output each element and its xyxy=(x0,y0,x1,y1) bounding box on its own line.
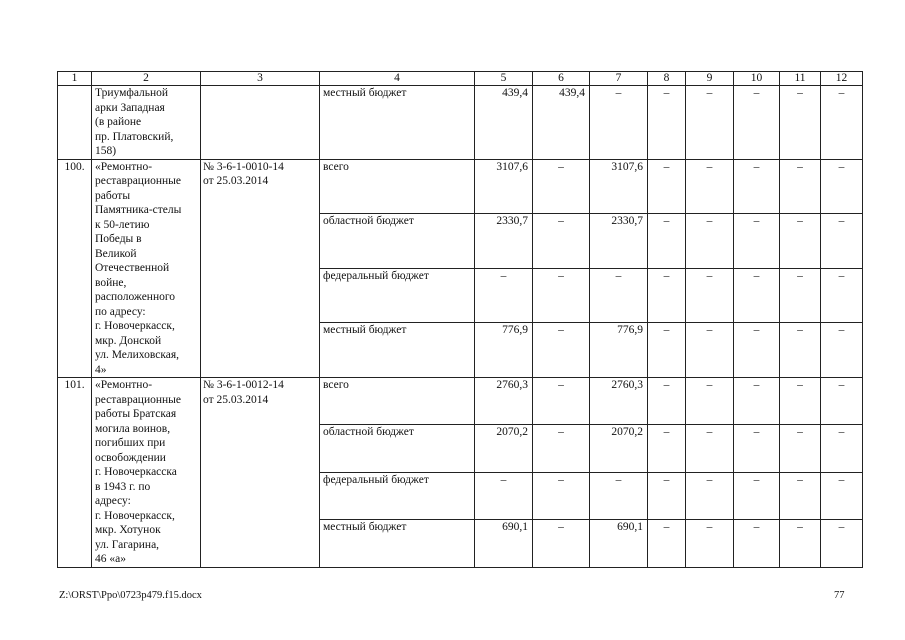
amount-cell: – xyxy=(533,268,590,323)
amount-cell: – xyxy=(686,214,734,269)
amount-cell: – xyxy=(686,520,734,567)
row-number: 101. xyxy=(58,378,92,568)
amount-cell: – xyxy=(533,323,590,378)
header-cell: 9 xyxy=(686,72,734,86)
amount-cell: – xyxy=(780,472,821,519)
header-cell: 1 xyxy=(58,72,92,86)
header-cell: 12 xyxy=(821,72,863,86)
object-name-line: Триумфальной xyxy=(95,87,169,99)
object-name-line: реставрационные xyxy=(95,175,181,187)
amount-cell: – xyxy=(648,214,686,269)
budget-source: всего xyxy=(320,378,475,425)
header-cell: 3 xyxy=(201,72,320,86)
amount-cell: 439,4 xyxy=(533,86,590,160)
amount-cell: – xyxy=(734,159,780,214)
amount-cell: – xyxy=(821,323,863,378)
object-name-line: к 50-летию xyxy=(95,218,150,231)
amount-cell: – xyxy=(648,323,686,378)
object-name-line: реставрационные xyxy=(95,393,181,406)
amount-cell: – xyxy=(821,425,863,472)
amount-cell: – xyxy=(734,425,780,472)
object-name-line: работы xyxy=(95,189,131,202)
object-name-line: г. Новочеркасск, xyxy=(95,320,175,332)
amount-cell: – xyxy=(780,378,821,425)
object-name-line: мкр. Хотунок xyxy=(95,524,161,536)
document-reference-line: № 3-6-1-0010-14 xyxy=(203,160,284,173)
table-row xyxy=(58,159,863,214)
object-name-line: по адресу: xyxy=(95,305,146,318)
amount-cell: – xyxy=(648,268,686,323)
amount-cell: – xyxy=(780,425,821,472)
budget-source: местный бюджет xyxy=(320,520,475,567)
amount-cell: – xyxy=(821,472,863,519)
amount-cell: 690,1 xyxy=(475,520,533,567)
budget-source: местный бюджет xyxy=(320,86,475,160)
amount-cell: – xyxy=(533,159,590,214)
header-cell: 6 xyxy=(533,72,590,86)
table-row xyxy=(58,86,863,160)
object-name-line: погибших при xyxy=(95,437,166,449)
header-cell: 2 xyxy=(92,72,201,86)
amount-cell: – xyxy=(475,472,533,519)
amount-cell: – xyxy=(533,425,590,472)
amount-cell: – xyxy=(686,268,734,323)
amount-cell: – xyxy=(648,86,686,160)
document-reference xyxy=(201,378,320,568)
amount-cell: – xyxy=(648,425,686,472)
header-cell: 4 xyxy=(320,72,475,86)
amount-cell: – xyxy=(821,86,863,160)
budget-source: всего xyxy=(320,159,475,214)
object-name xyxy=(92,159,201,378)
row-number: 100. xyxy=(58,159,92,378)
amount-cell: – xyxy=(590,268,648,323)
amount-cell: – xyxy=(780,86,821,160)
object-name-line: «Ремонтно- xyxy=(95,160,153,173)
object-name-line: ул. Гагарина, xyxy=(95,538,160,551)
amount-cell: – xyxy=(648,159,686,214)
amount-cell: – xyxy=(821,268,863,323)
amount-cell: – xyxy=(734,214,780,269)
table-body xyxy=(58,72,863,568)
amount-cell: – xyxy=(821,159,863,214)
table-row xyxy=(58,378,863,425)
object-name-line: мкр. Донской xyxy=(95,334,162,347)
amount-cell: – xyxy=(533,214,590,269)
row-number xyxy=(58,86,92,160)
object-name-line: могила воинов, xyxy=(95,422,171,435)
amount-cell: – xyxy=(821,214,863,269)
document-path: Z:\ORST\Ppo\0723p479.f15.docx xyxy=(59,590,202,601)
object-name-line: работы Братская xyxy=(95,408,177,420)
amount-cell: – xyxy=(734,268,780,323)
amount-cell: 3107,6 xyxy=(590,159,648,214)
object-name-line: «Ремонтно- xyxy=(95,379,153,391)
object-name-line: Победы в xyxy=(95,233,142,245)
amount-cell: 776,9 xyxy=(475,323,533,378)
amount-cell: – xyxy=(780,520,821,567)
object-name-line: Великой xyxy=(95,247,137,260)
budget-source: областной бюджет xyxy=(320,425,475,472)
object-name-line: освобождении xyxy=(95,451,166,464)
amount-cell: – xyxy=(686,323,734,378)
amount-cell: – xyxy=(686,378,734,425)
amount-cell: – xyxy=(590,472,648,519)
object-name-line: арки Западная xyxy=(95,101,165,114)
amount-cell: – xyxy=(734,520,780,567)
amount-cell: 2070,2 xyxy=(590,425,648,472)
document-reference xyxy=(201,159,320,378)
amount-cell: – xyxy=(734,86,780,160)
object-name-line: войне, xyxy=(95,276,127,289)
header-cell: 10 xyxy=(734,72,780,86)
budget-source: федеральный бюджет xyxy=(320,472,475,519)
object-name-line: 46 «а» xyxy=(95,553,126,565)
amount-cell: – xyxy=(686,425,734,472)
amount-cell: – xyxy=(821,378,863,425)
amount-cell: – xyxy=(686,86,734,160)
budget-source: федеральный бюджет xyxy=(320,268,475,323)
amount-cell: 2760,3 xyxy=(590,378,648,425)
object-name xyxy=(92,378,201,568)
amount-cell: 2330,7 xyxy=(590,214,648,269)
object-name-line: ул. Мелиховская, xyxy=(95,349,180,361)
header-cell: 5 xyxy=(475,72,533,86)
amount-cell: – xyxy=(734,472,780,519)
object-name-line: расположенного xyxy=(95,291,176,303)
budget-source: местный бюджет xyxy=(320,323,475,378)
amount-cell: – xyxy=(686,159,734,214)
amount-cell: – xyxy=(821,520,863,567)
amount-cell: – xyxy=(686,472,734,519)
amount-cell: – xyxy=(648,520,686,567)
header-cell: 11 xyxy=(780,72,821,86)
budget-table xyxy=(57,71,863,568)
object-name-line: Отечественной xyxy=(95,262,170,274)
amount-cell: – xyxy=(475,268,533,323)
document-reference-line: от 25.03.2014 xyxy=(203,393,269,406)
header-row xyxy=(58,72,863,86)
object-name-line: пр. Платовский, xyxy=(95,130,174,143)
object-name-line: г. Новочеркасска xyxy=(95,466,177,478)
budget-source: областной бюджет xyxy=(320,214,475,269)
object-name xyxy=(92,86,201,160)
page-number: 77 xyxy=(834,590,845,601)
object-name-line: адресу: xyxy=(95,495,131,507)
amount-cell: 2760,3 xyxy=(475,378,533,425)
header-cell: 7 xyxy=(590,72,648,86)
amount-cell: 2070,2 xyxy=(475,425,533,472)
amount-cell: – xyxy=(533,472,590,519)
amount-cell: – xyxy=(533,520,590,567)
object-name-line: г. Новочеркасск, xyxy=(95,509,175,522)
amount-cell: – xyxy=(648,378,686,425)
amount-cell: – xyxy=(590,86,648,160)
amount-cell: 439,4 xyxy=(475,86,533,160)
amount-cell: 3107,6 xyxy=(475,159,533,214)
amount-cell: – xyxy=(780,268,821,323)
amount-cell: – xyxy=(780,323,821,378)
amount-cell: – xyxy=(533,378,590,425)
object-name-line: 4» xyxy=(95,363,107,376)
object-name-line: в 1943 г. по xyxy=(95,480,151,493)
document-reference-line: от 25.03.2014 xyxy=(203,175,269,187)
amount-cell: 776,9 xyxy=(590,323,648,378)
amount-cell: 2330,7 xyxy=(475,214,533,269)
object-name-line: Памятника-стелы xyxy=(95,204,182,216)
amount-cell: – xyxy=(734,323,780,378)
document-reference-line: № 3-6-1-0012-14 xyxy=(203,379,284,391)
object-name-line: (в районе xyxy=(95,116,142,128)
amount-cell: 690,1 xyxy=(590,520,648,567)
amount-cell: – xyxy=(780,214,821,269)
amount-cell: – xyxy=(648,472,686,519)
amount-cell: – xyxy=(734,378,780,425)
amount-cell: – xyxy=(780,159,821,214)
header-cell: 8 xyxy=(648,72,686,86)
object-name-line: 158) xyxy=(95,145,117,157)
document-reference xyxy=(201,86,320,160)
